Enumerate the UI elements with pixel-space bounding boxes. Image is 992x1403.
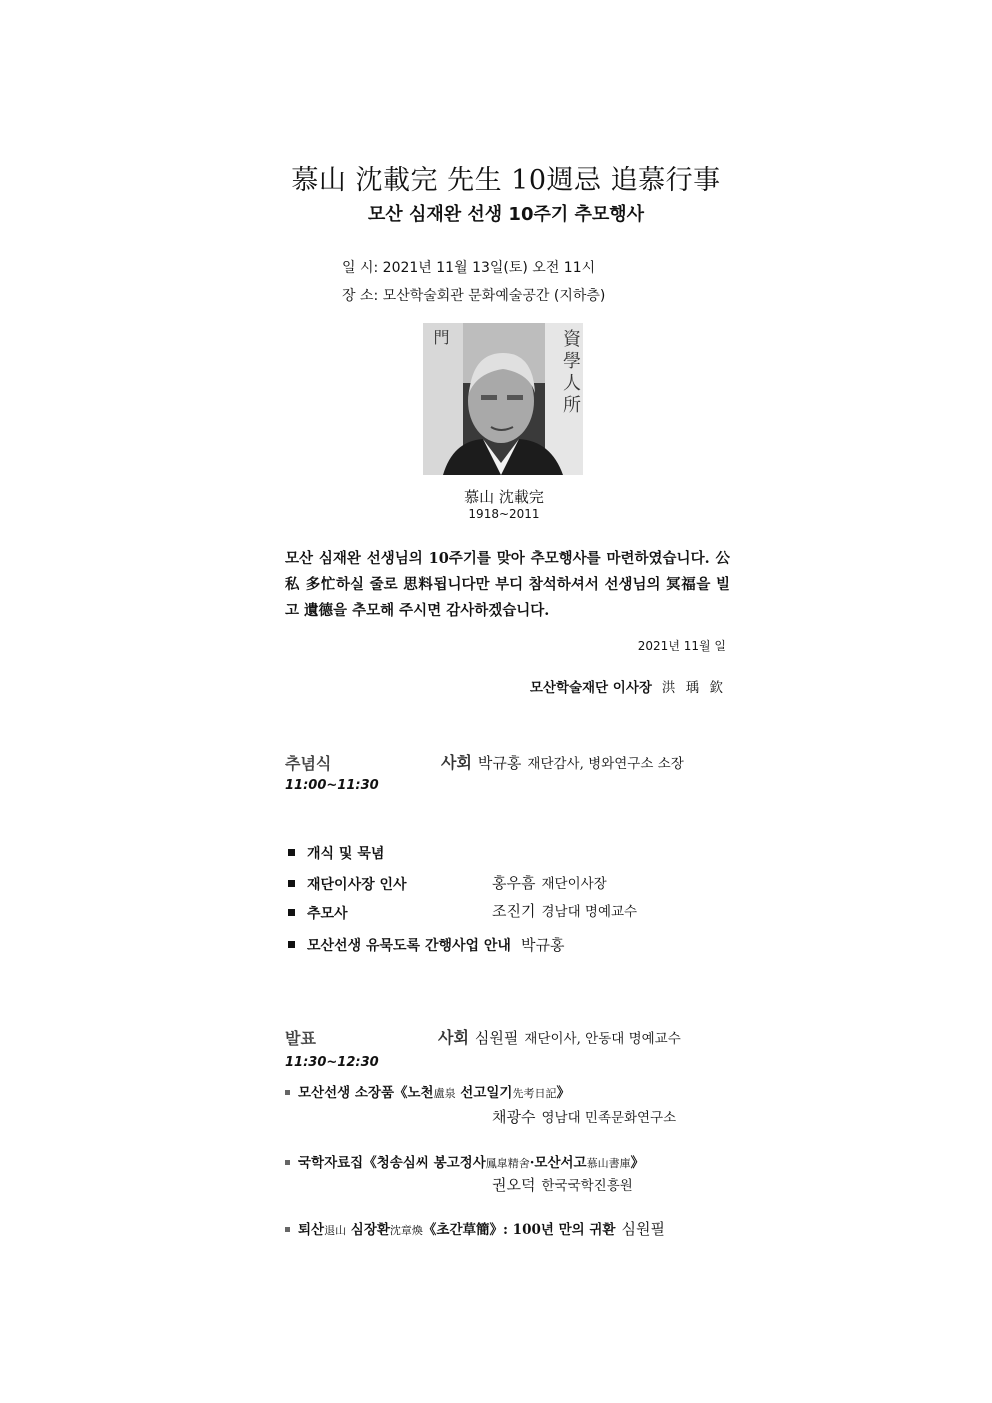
person-name: 홍우흠 — [492, 874, 536, 892]
square-bullet-icon — [288, 849, 295, 856]
place-label: 장 소: — [342, 288, 379, 304]
calligraphy-left: 門 — [431, 329, 450, 345]
presentation-item: 모산선생 소장품《노천盧泉 선고일기先考日記》 — [285, 1081, 570, 1101]
square-bullet-icon — [285, 1227, 290, 1232]
ceremony-item-person — [492, 872, 607, 893]
square-bullet-icon — [285, 1160, 290, 1165]
square-bullet-icon — [288, 880, 295, 887]
ceremony-title: 추념식 — [285, 754, 332, 773]
item-label: 모산선생 유묵도록 간행사업 안내 — [307, 938, 511, 954]
date-label: 일 시: — [342, 260, 379, 276]
title-korean: 모산 심재완 선생 10주기 추모행사 — [367, 204, 645, 225]
presentation-item: 국학자료집《청송심씨 봉고정사鳳皐精舍·모산서고慕山書庫》 — [285, 1151, 644, 1171]
person-name: 심원필 — [621, 1220, 665, 1238]
ceremony-host — [441, 750, 684, 773]
signer-name: 洪 瑀 欽 — [661, 680, 726, 696]
ceremony-item — [288, 934, 564, 955]
square-bullet-icon — [288, 909, 295, 916]
presentation-time: 11:30~12:30 — [285, 1055, 379, 1070]
item-label: 추모사 — [307, 906, 348, 922]
calligraphy-right: 資學人所 — [560, 329, 581, 417]
signer-title: 모산학술재단 이사장 — [529, 680, 652, 696]
event-place — [342, 285, 605, 305]
person-role: 재단이사장 — [541, 876, 607, 892]
event-date — [342, 257, 595, 277]
person-name: 박규홍 — [520, 936, 565, 954]
person-role: 한국국학진흥원 — [541, 1178, 633, 1194]
person-role: 영남대 민족문화연구소 — [541, 1110, 677, 1126]
ceremony-item — [288, 843, 384, 863]
presentation-host-label: 사회 — [438, 1028, 469, 1047]
presentation-host-role: 재단이사, 안동대 명예교수 — [524, 1031, 681, 1047]
person-name: 권오덕 — [492, 1176, 536, 1194]
person-role: 경남대 명예교수 — [541, 904, 638, 920]
presentation-item-presenter — [492, 1174, 633, 1195]
ceremony-item — [288, 874, 407, 894]
portrait-name: 慕山 沈載完 — [464, 488, 544, 506]
person-name: 채광수 — [492, 1108, 536, 1126]
ceremony-item-person — [492, 900, 637, 921]
signer — [530, 676, 726, 696]
presentation-title: 발표 — [285, 1029, 316, 1048]
presentation-host — [438, 1025, 681, 1048]
ceremony-host-role: 재단감사, 병와연구소 소장 — [527, 756, 684, 772]
presentation-item-presenter — [492, 1106, 676, 1127]
ceremony-item — [288, 903, 348, 923]
place-value: 모산학술회관 문화예술공간 (지하층) — [382, 288, 606, 304]
square-bullet-icon — [288, 941, 295, 948]
square-bullet-icon — [285, 1090, 290, 1095]
ceremony-host-name: 박규홍 — [477, 754, 522, 772]
presentation-host-name: 심원필 — [474, 1029, 519, 1047]
date-value: 2021년 11월 13일(토) 오전 11시 — [382, 260, 596, 276]
portrait-years: 1918~2011 — [468, 507, 540, 521]
message-date: 2021년 11월 일 — [637, 639, 726, 653]
ceremony-time: 11:00~11:30 — [285, 778, 379, 793]
portrait-photo — [423, 323, 583, 475]
title-hanja: 慕山 沈載完 先生 10週忌 追慕行事 — [291, 165, 721, 196]
ceremony-host-label: 사회 — [441, 753, 472, 772]
item-label: 개식 및 묵념 — [307, 846, 385, 862]
presentation-item: 퇴산退山 심장환沈章煥《초간草簡》: 100년 만의 귀환 심원필 — [285, 1218, 665, 1239]
item-label: 재단이사장 인사 — [307, 877, 407, 893]
message-paragraph: 모산 심재완 선생님의 10주기를 맞아 추모행사를 마련하였습니다. 公私 多忙하실 줄로 思料됩니다만 부디 참석하셔서 선생님의 冥福을 빌고 遺德을 추모해 주시면 감사하겠습니다. — [285, 550, 730, 619]
person-name: 조진기 — [492, 902, 536, 920]
